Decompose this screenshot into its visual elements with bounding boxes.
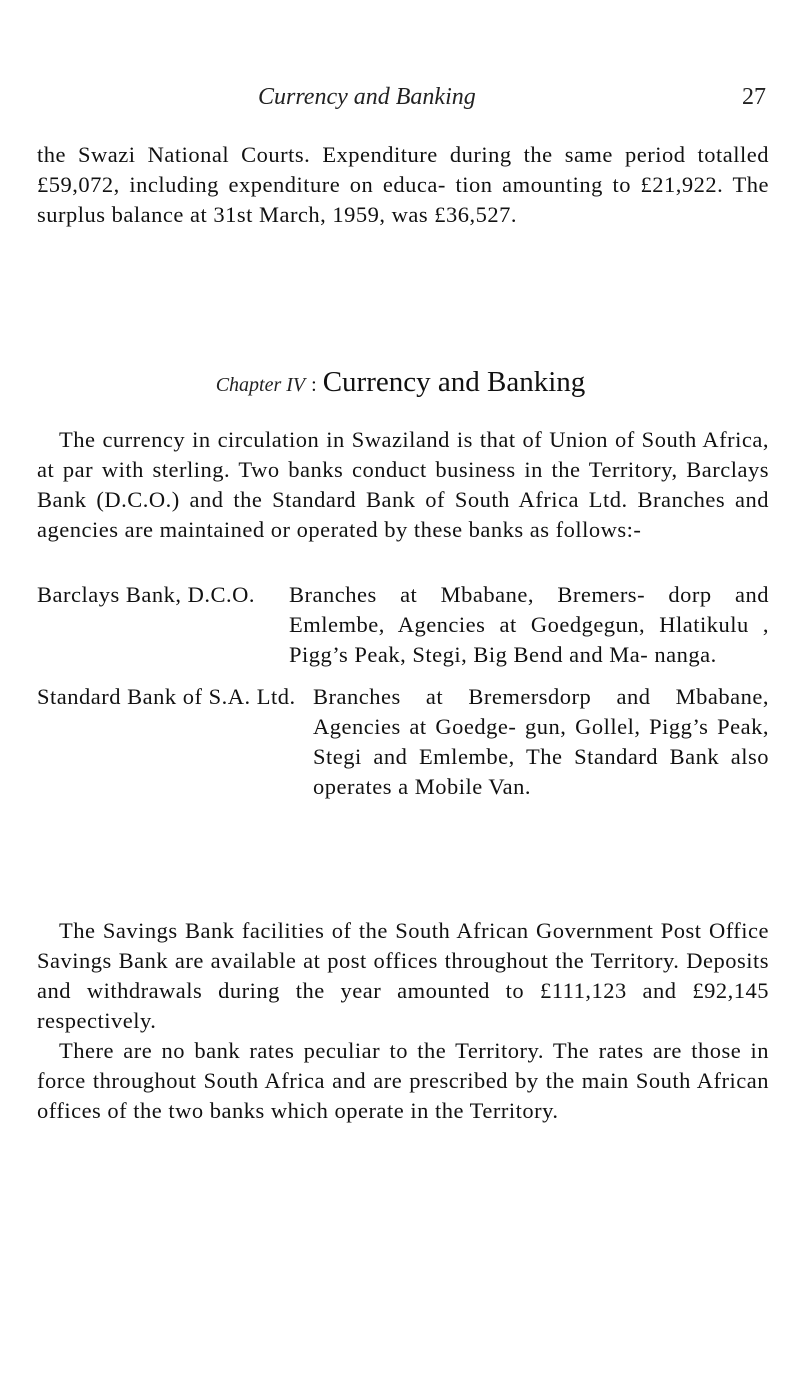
branch-entry-barclays [37,580,769,670]
chapter-label: Chapter IV [215,374,306,396]
branch-entry-standard [37,682,769,802]
savings-bank-paragraph [37,916,769,1036]
paragraph-4-text: There are no bank rates peculiar to the Territory. The rates are those in force throughout South Africa and are prescribed by the main South African offices of the two banks which operate in the Territory. [37,1038,769,1123]
running-head-title: Currency and Banking [258,84,476,110]
chapter-separator: : [311,374,317,396]
bank-branches-list [37,580,769,802]
paragraph-continued [37,140,769,230]
bank-name: Standard Bank of S.A. Ltd. [37,684,296,709]
paragraph-1-text: the Swazi National Courts. Expenditure during the same period totalled £59,072, including expenditure on educa- tion amounting to £21,922. The surplus balance at 31st March, 1959, was £36,527. [37,142,769,227]
paragraph-3-text: The Savings Bank facilities of the South African Government Post Office Savings Bank are available at post offices throughout the Territory. Deposits and withdrawals during the year amounted to £111,123 and £92,145 respectively. [37,918,769,1033]
bank-branch-details: Branches at Mbabane, Bremers- dorp and Emlembe, Agencies at Goedgegun, Hlatikulu , Pigg’s Peak, Stegi, Big Bend and Ma- nanga. [289,582,769,667]
bank-name: Barclays Bank, D.C.O. [37,582,255,607]
chapter-title: Currency and Banking [322,366,586,398]
page-number: 27 [742,84,766,110]
bank-rates-paragraph [37,1036,769,1126]
chapter-heading [0,366,801,399]
currency-paragraph [37,425,769,545]
running-head [0,84,801,120]
bank-branch-details: Branches at Bremersdorp and Mbabane, Agencies at Goedge- gun, Gollel, Pigg’s Peak, Stegi and Emlembe, The Standard Bank also operates a Mobile Van. [313,684,769,799]
paragraph-2-text: The currency in circulation in Swaziland is that of Union of South Africa, at par with sterling. Two banks conduct business in the Territory, Barclays Bank (D.C.O.) and the Standard Bank of South Africa Ltd. Branches and agencies are maintained or operated by these banks as follows:- [37,427,769,542]
